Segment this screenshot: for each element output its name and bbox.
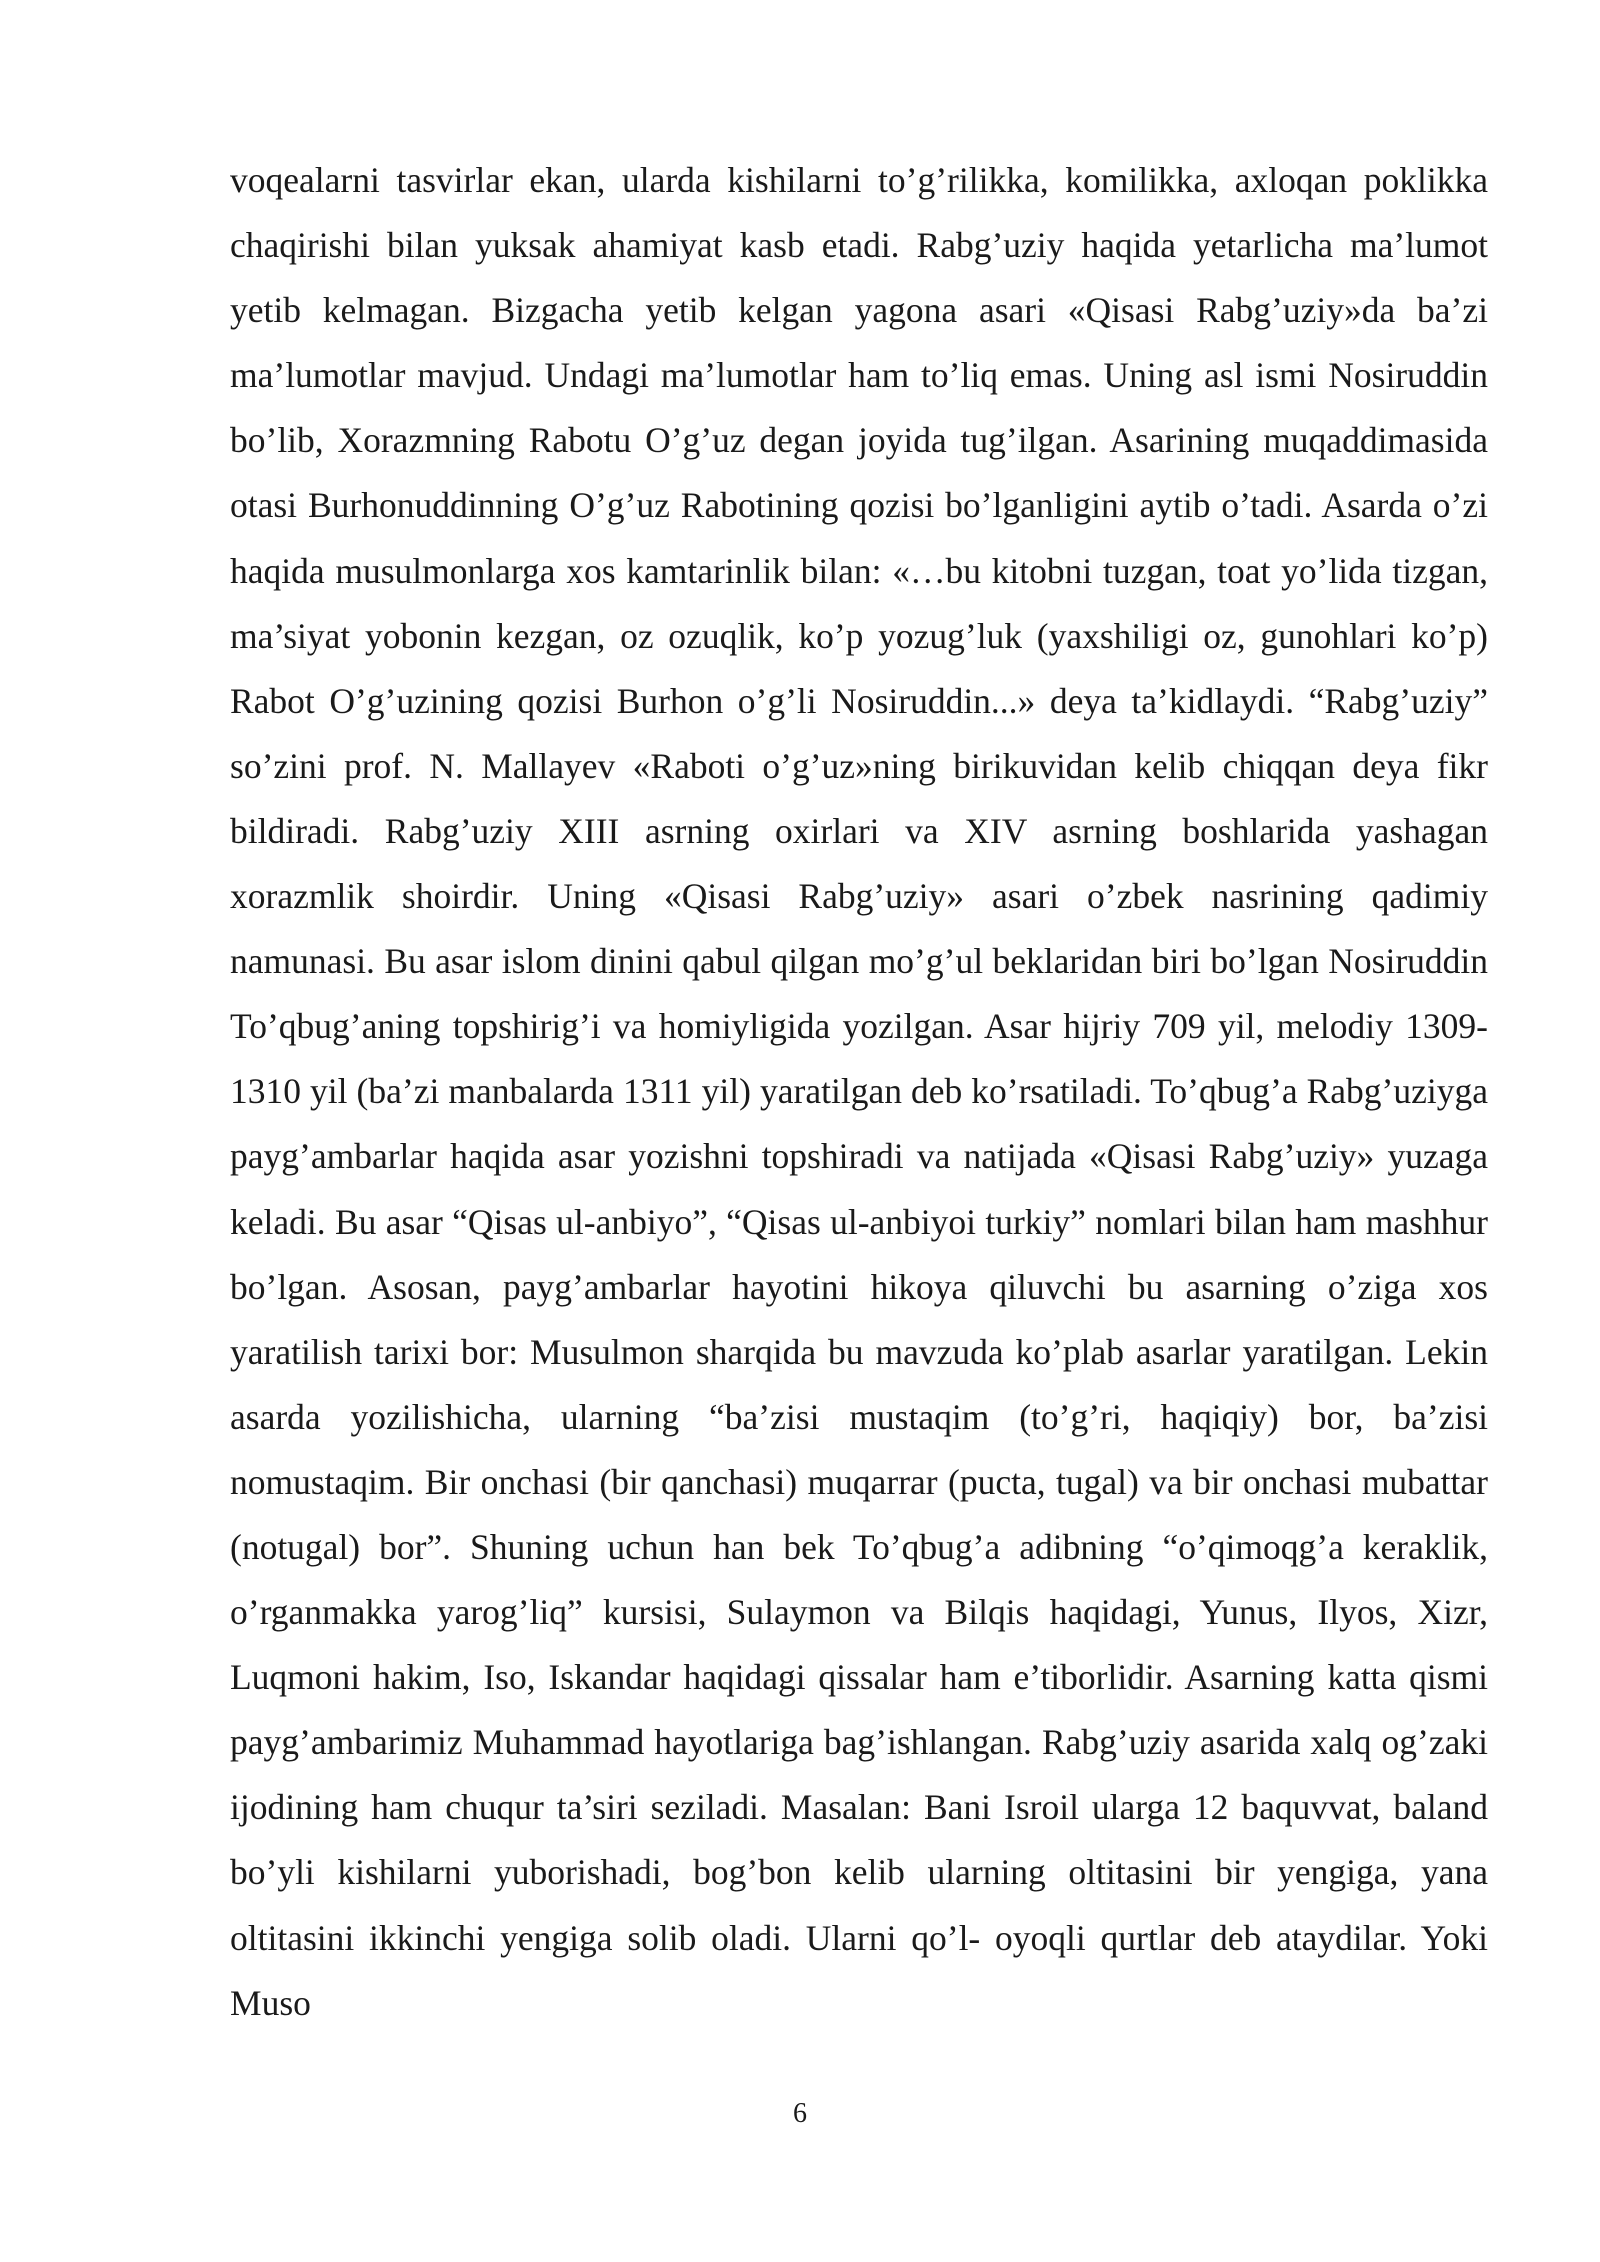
page-number: 6 xyxy=(793,2098,807,2129)
body-paragraph: voqealarni tasvirlar ekan, ularda kishilarni to’g’rilikka, komilikka, axloqan poklikka chaqirishi bilan yuksak ahamiyat kasb etadi. Rabg’uziy haqida yetarlicha ma’lumot yetib kelmagan. Bizgacha yetib kelgan yagona asari «Qisasi Rabg’uziy»da ba’zi ma’lumotlar mavjud. Undagi ma’lumotlar ham to’liq emas. Uning asl ismi Nosiruddin bo’lib, Xorazmning Rabotu O’g’uz degan joyida tug’ilgan. Asarining muqaddimasida otasi Burhonuddinning O’g’uz Rabotining qozisi bo’lganligini aytib o’tadi. Asarda o’zi haqida musulmonlarga xos kamtarinlik bilan: «…bu kitobni tuzgan, toat yo’lida tizgan, ma’siyat yobonin kezgan, oz ozuqlik, ko’p yozug’luk (yaxshiligi oz, gunohlari ko’p) Rabot O’g’uzining qozisi Burhon o’g’li Nosiruddin...» deya ta’kidlaydi. “Rabg’uziy” so’zini prof. N. Mallayev «Raboti o’g’uz»ning birikuvidan kelib chiqqan deya fikr bildiradi. Rabg’uziy XIII asrning oxirlari va XIV asrning boshlarida yashagan xorazmlik shoirdir. Uning «Qisasi Rabg’uziy» asari o’zbek nasrining qadimiy namunasi. Bu asar islom dinini qabul qilgan mo’g’ul beklaridan biri bo’lgan Nosiruddin To’qbug’aning topshirig’i va homiyligida yozilgan. Asar hijriy 709 yil, melodiy 1309-1310 yil (ba’zi manbalarda 1311 yil) yaratilgan deb ko’rsatiladi. To’qbug’a Rabg’uziyga payg’ambarlar haqida asar yozishni topshiradi va natijada «Qisasi Rabg’uziy» yuzaga keladi. Bu asar “Qisas ul-anbiyo”, “Qisas ul-anbiyoi turkiy” nomlari bilan ham mashhur bo’lgan. Asosan, payg’ambarlar hayotini hikoya qiluvchi bu asarning o’ziga xos yaratilish tarixi bor: Musulmon sharqida bu mavzuda ko’plab asarlar yaratilgan. Lekin asarda yozilishicha, ularning “ba’zisi mustaqim (to’g’ri, haqiqiy) bor, ba’zisi nomustaqim. Bir onchasi (bir qanchasi) muqarrar (pucta, tugal) va bir onchasi mubattar (notugal) bor”. Shuning uchun han bek To’qbug’a adibning “o’qimoqg’a keraklik, o’rganmakka yarog’liq” kursisi, Sulaymon va Bilqis haqidagi, Yunus, Ilyos, Xizr, Luqmoni hakim, Iso, Iskandar haqidagi qissalar ham e’tiborlidir. Asarning katta qismi payg’ambarimiz Muhammad hayotlariga bag’ishlangan. Rabg’uziy asarida xalq og’zaki ijodining ham chuqur ta’siri seziladi. Masalan: Bani Isroil ularga 12 baquvvat, baland bo’yli kishilarni yuborishadi, bog’bon kelib ularning oltitasini bir yengiga, yana oltitasini ikkinchi yengiga solib oladi. Ularni qo’l- oyoqli qurtlar deb ataydilar. Yoki Muso xyxy=(230,160,1488,2023)
